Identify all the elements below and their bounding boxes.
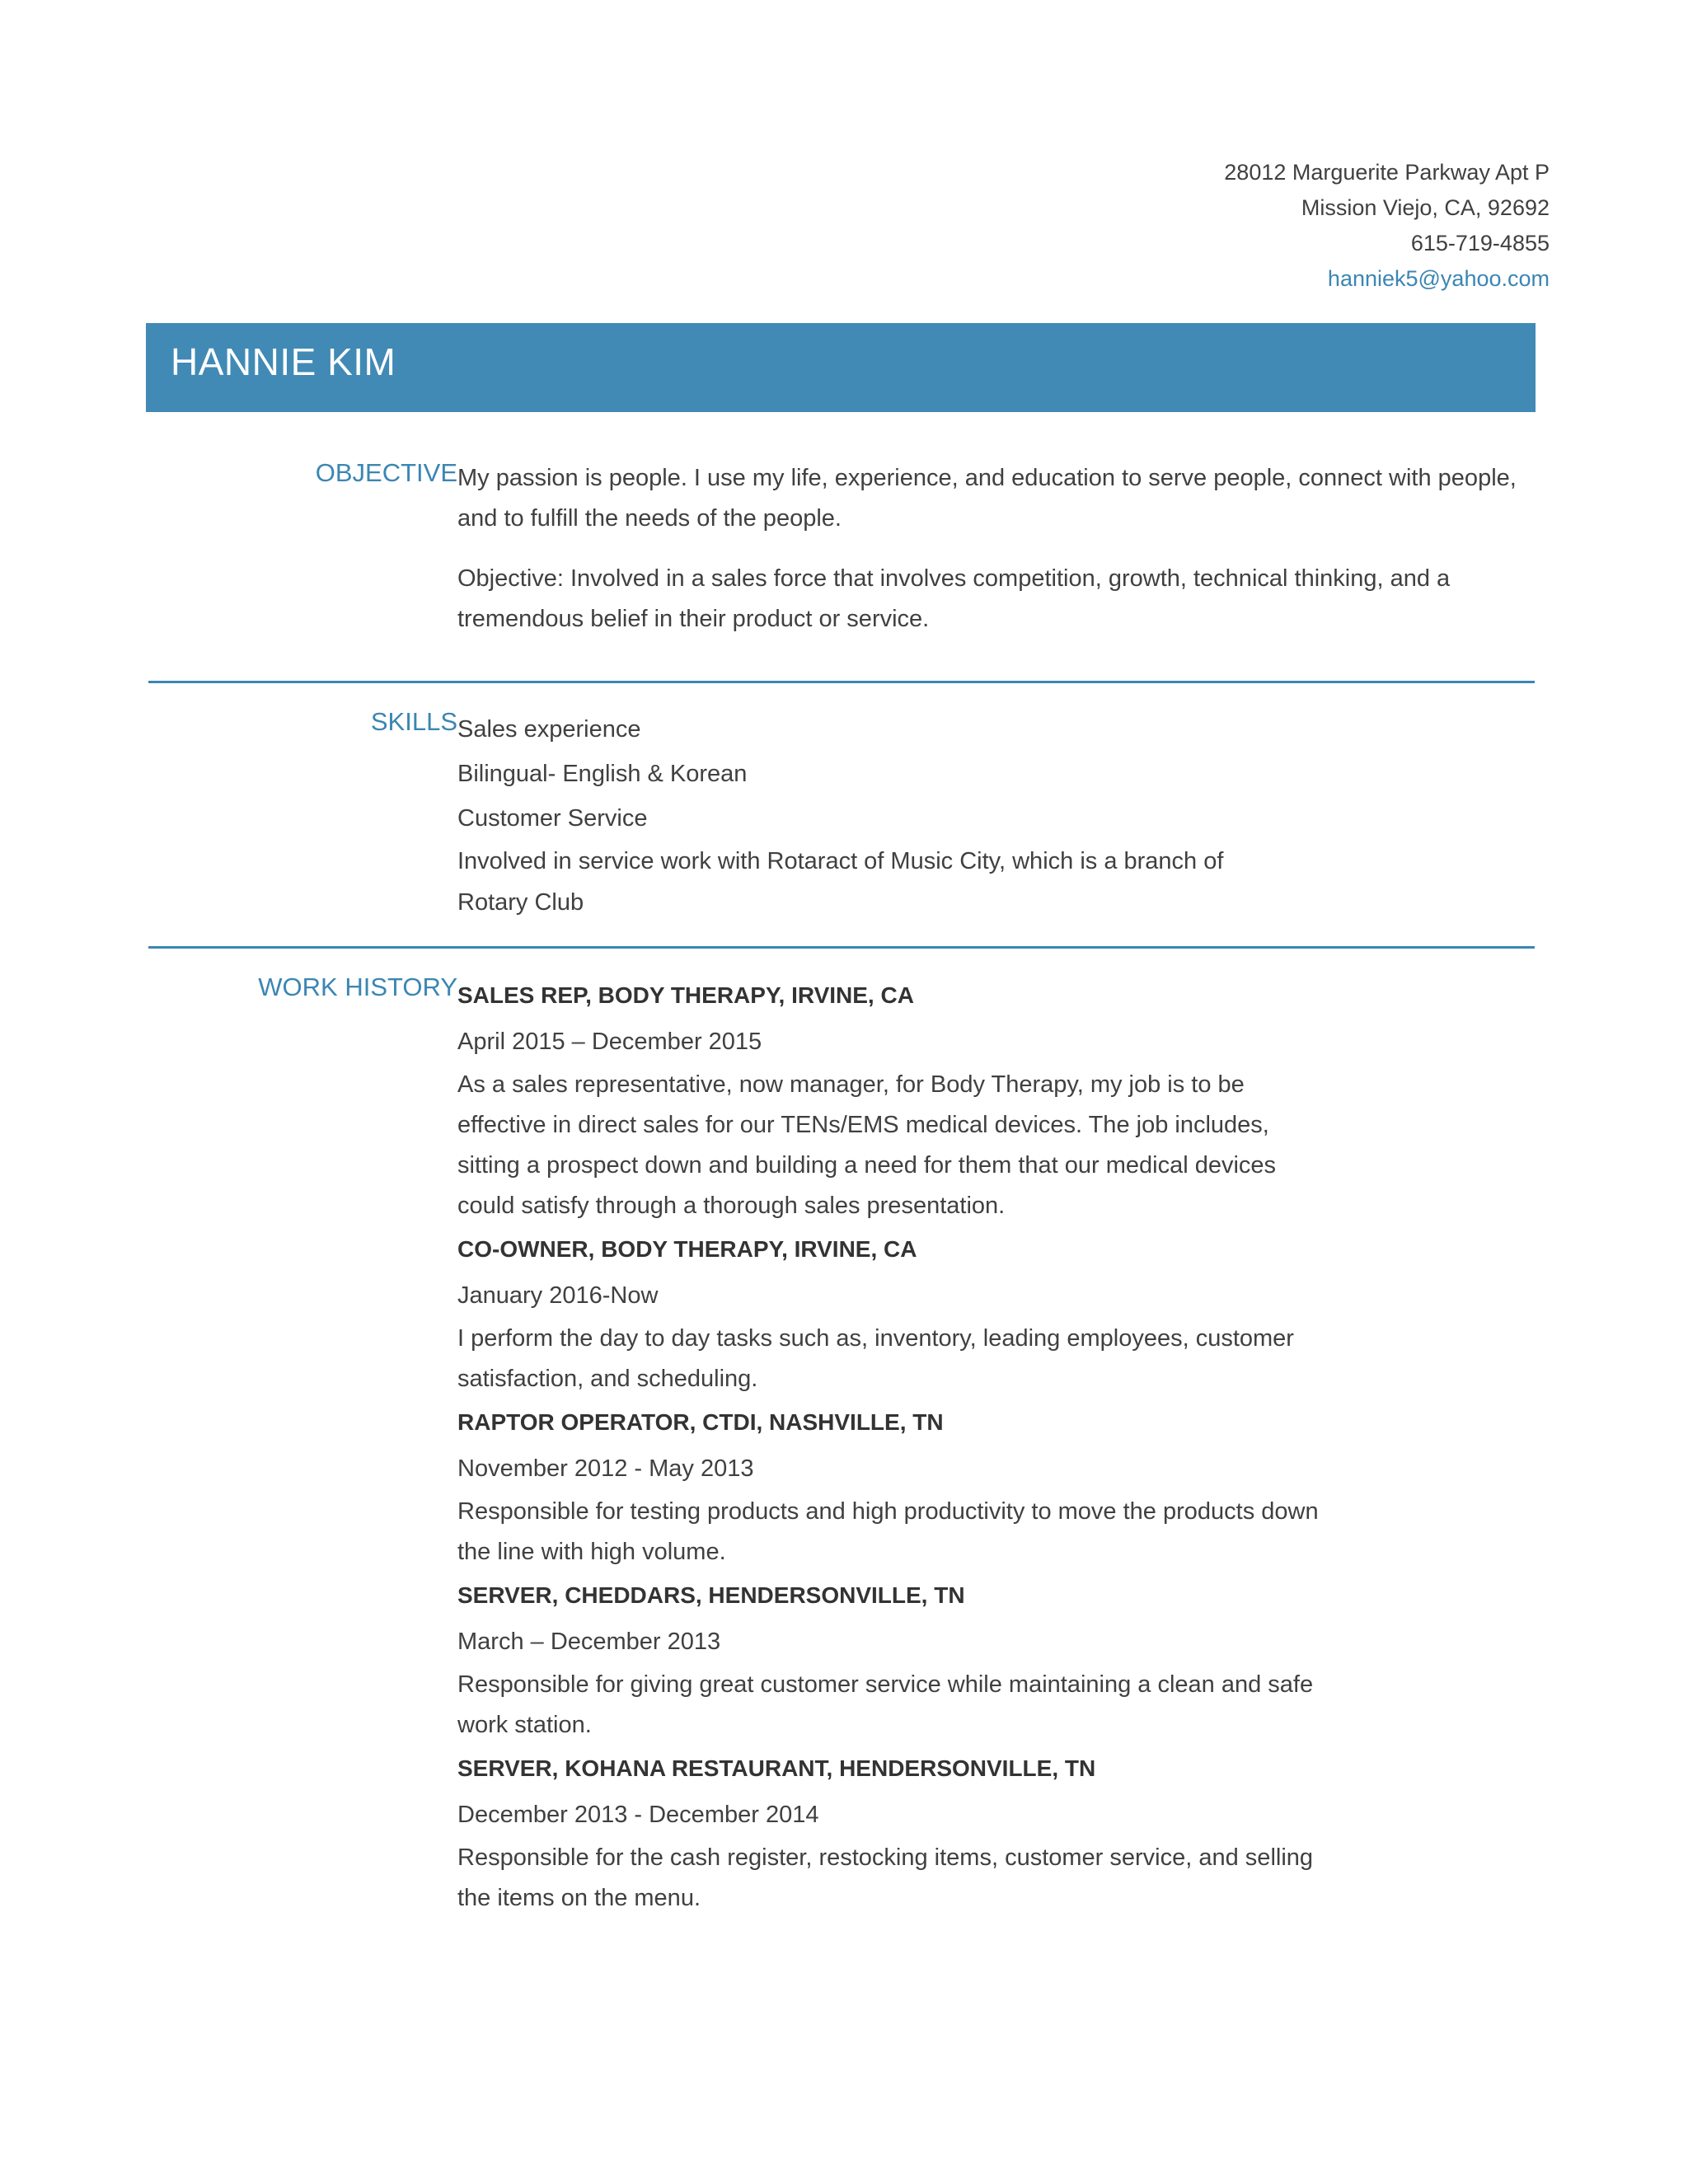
skill-item: Customer Service (457, 805, 648, 832)
skills-list (457, 707, 1298, 923)
job-description: Responsible for testing products and high productivity to move the products down the line with high volume. (457, 1498, 1319, 1565)
job-title: SALES REP, BODY THERAPY, IRVINE, CA (457, 982, 914, 1008)
work-history-list (457, 972, 1331, 1919)
job-dates: December 2013 - December 2014 (457, 1802, 819, 1828)
job-description: Responsible for the cash register, restocking items, customer service, and selling the items on the menu. (457, 1844, 1314, 1911)
work-history-heading: WORK HISTORY (258, 972, 457, 1001)
job-dates: April 2015 – December 2015 (457, 1029, 762, 1055)
name-banner (146, 323, 1536, 412)
objective-heading: OBJECTIVE (315, 458, 457, 487)
job-entry (457, 1572, 1331, 1746)
job-entry (457, 972, 1331, 1226)
objective-paragraph: Objective: Involved in a sales force that involves competition, growth, technical thinking, and a tremendous belief in their product or service. (457, 565, 1451, 632)
contact-block (1224, 155, 1550, 297)
address-line-1: 28012 Marguerite Parkway Apt P (1224, 160, 1550, 185)
candidate-name: HANNIE KIM (171, 340, 396, 383)
skill-item: Bilingual- English & Korean (457, 761, 748, 787)
job-description: Responsible for giving great customer service while maintaining a clean and safe work station. (457, 1671, 1314, 1738)
job-description: As a sales representative, now manager, for Body Therapy, my job is to be effective in direct sales for our TENs/EMS medical devices. The job includes, sitting a prospect down and building a need for them that our medical devices could satisfy through a thorough sales presentation. (457, 1071, 1277, 1219)
job-title: CO-OWNER, BODY THERAPY, IRVINE, CA (457, 1236, 917, 1262)
section-divider (148, 946, 1535, 949)
phone-number: 615-719-4855 (1410, 231, 1550, 255)
job-title: SERVER, KOHANA RESTAURANT, HENDERSONVILLE, TN (457, 1755, 1096, 1781)
job-dates: November 2012 - May 2013 (457, 1455, 754, 1482)
job-entry (457, 1226, 1331, 1399)
job-title: SERVER, CHEDDARS, HENDERSONVILLE, TN (457, 1582, 965, 1608)
job-title: RAPTOR OPERATOR, CTDI, NASHVILLE, TN (457, 1409, 944, 1435)
job-description: I perform the day to day tasks such as, inventory, leading employees, customer satisfaction, and scheduling. (457, 1325, 1294, 1392)
skills-heading: SKILLS (370, 707, 457, 736)
objective-paragraph: My passion is people. I use my life, experience, and education to serve people, connect with people, and to fulfill the needs of the people. (457, 465, 1517, 532)
skill-item: Sales experience (457, 716, 641, 743)
job-dates: March – December 2013 (457, 1629, 721, 1655)
email-link[interactable]: hanniek5@yahoo.com (1327, 266, 1550, 291)
job-dates: January 2016-Now (457, 1282, 659, 1309)
objective-body (457, 458, 1529, 640)
skill-item: Involved in service work with Rotaract of Music City, which is a branch of Rotary Club (457, 848, 1224, 916)
job-entry (457, 1746, 1331, 1919)
section-divider (148, 681, 1535, 683)
address-line-2: Mission Viejo, CA, 92692 (1301, 195, 1550, 220)
job-entry (457, 1399, 1331, 1572)
